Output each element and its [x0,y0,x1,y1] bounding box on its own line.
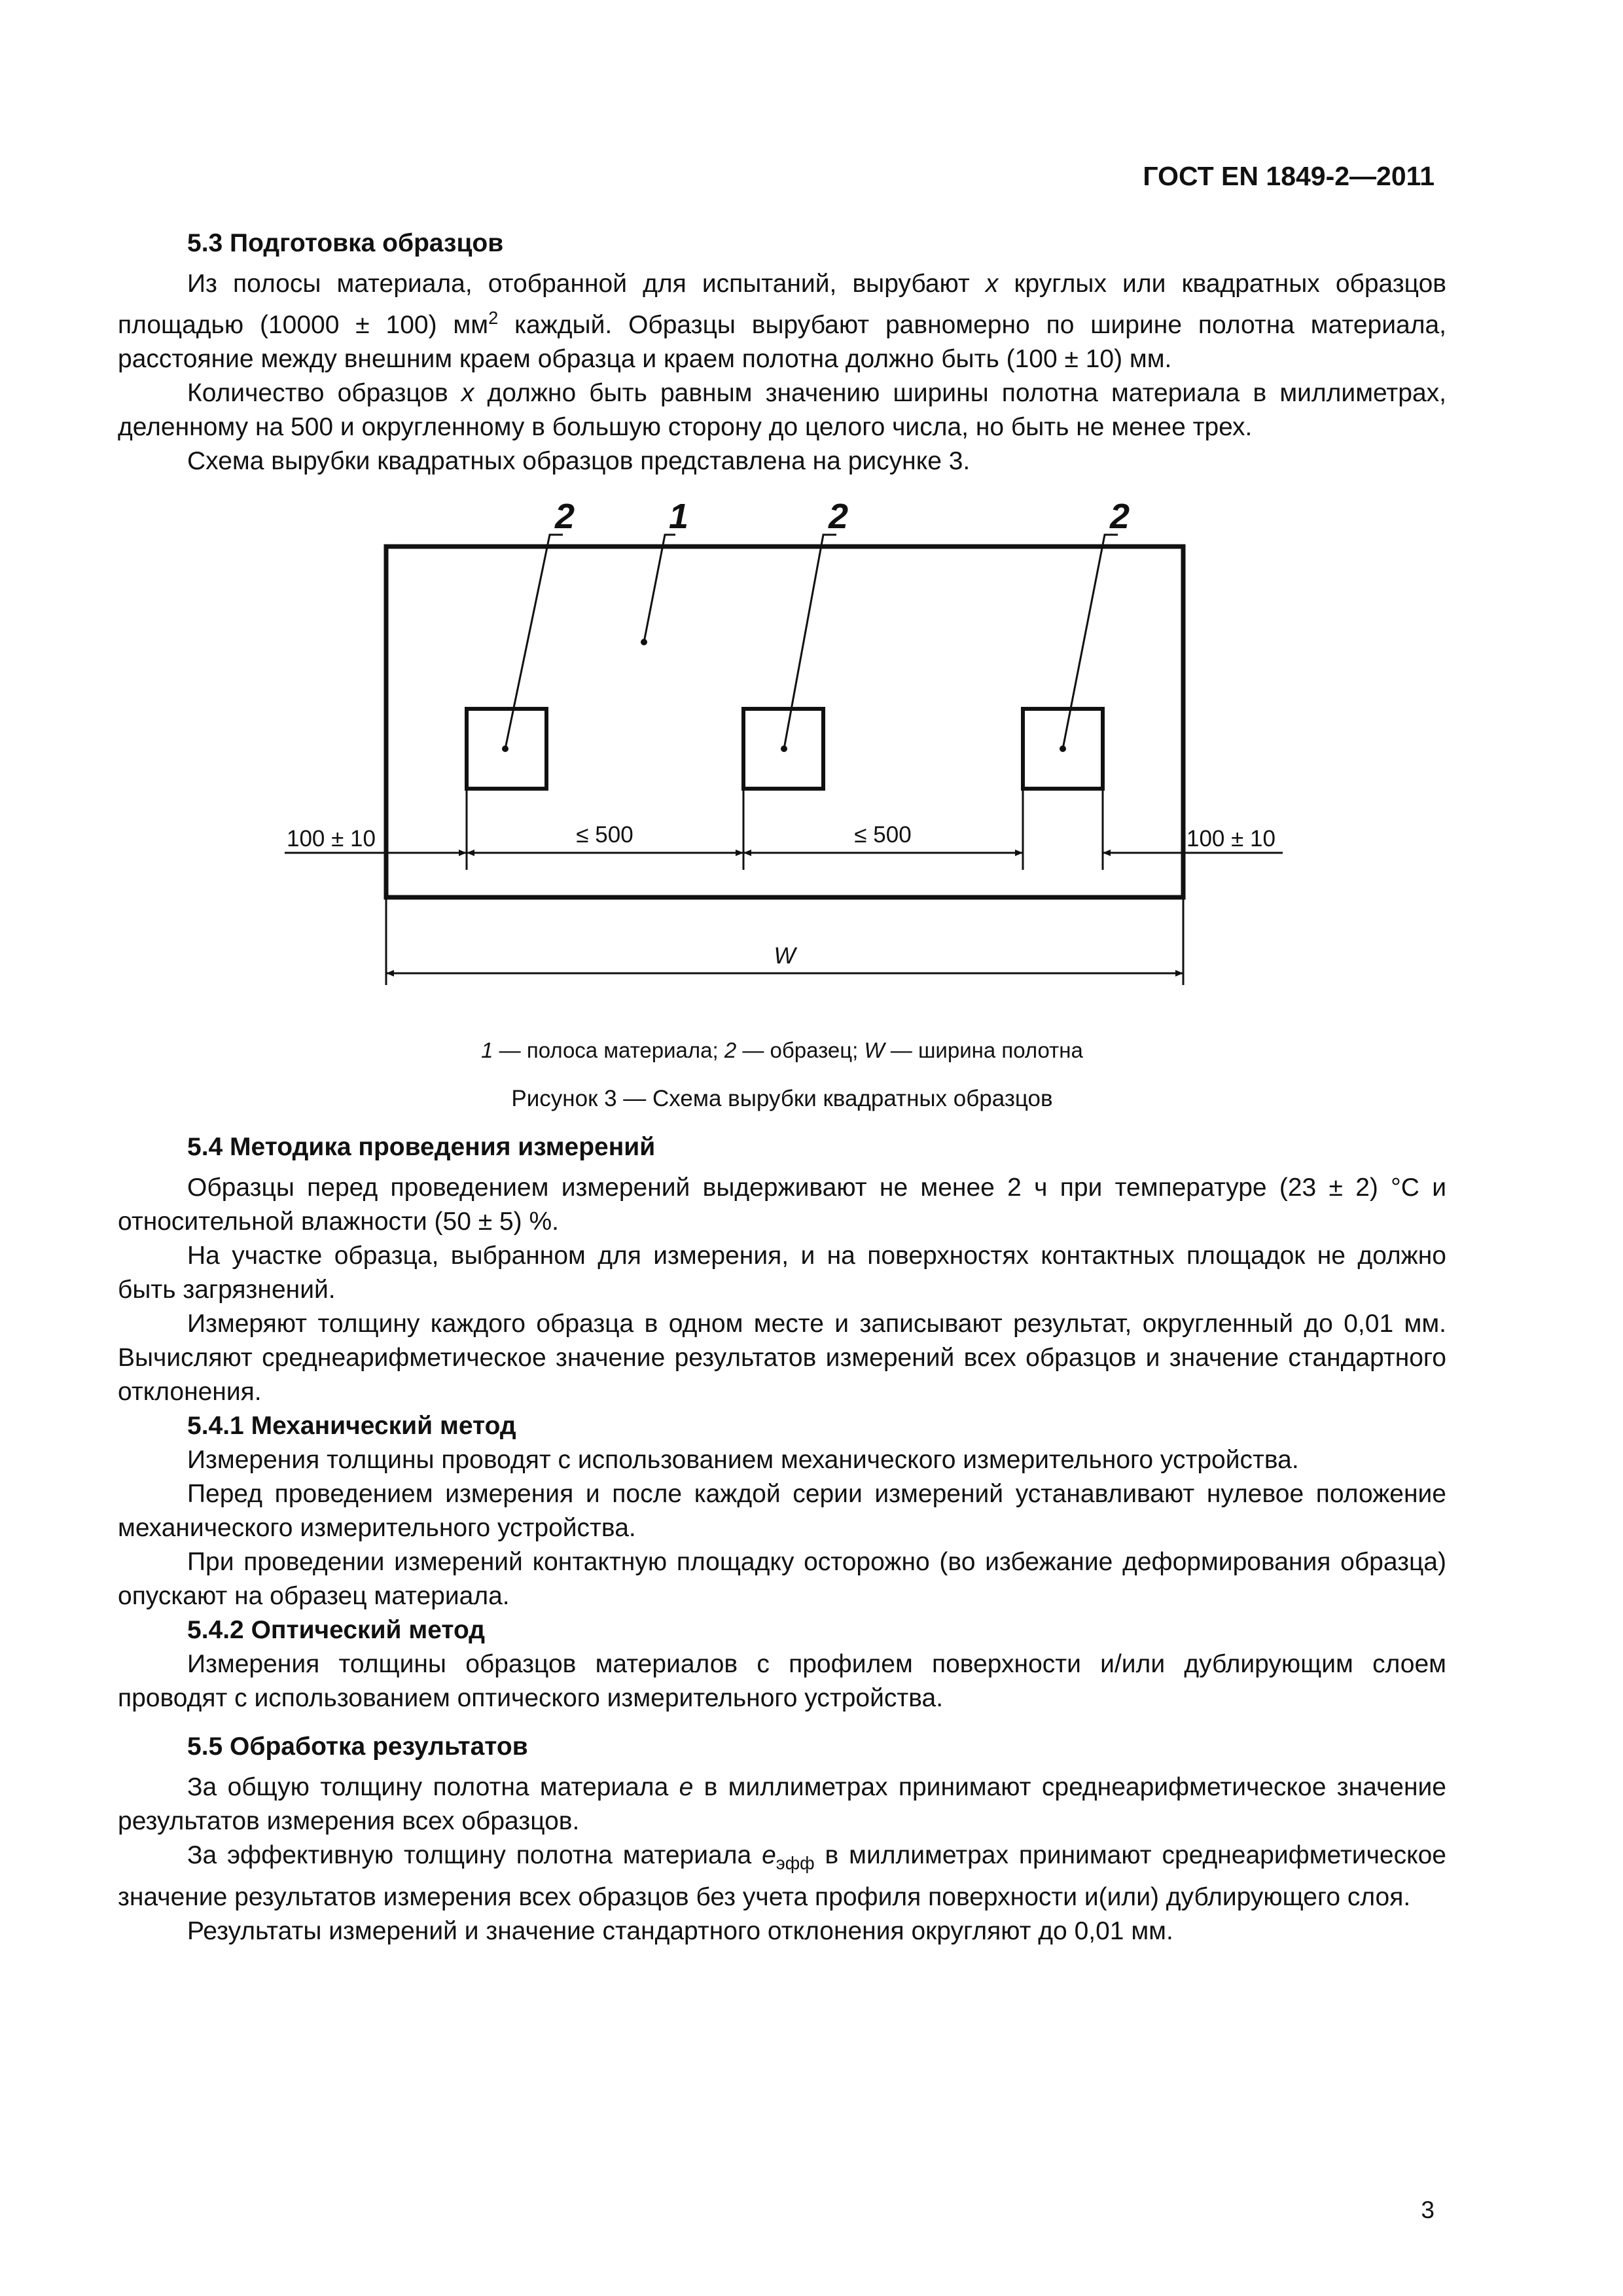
section-5-4-1-paragraph-3: При проведении измерений контактную площадку осторожно (во избежание деформирования образца) опускают на образец материала. [118,1548,1446,1610]
section-5-3-paragraph-2: Количество образцов x должно быть равным значению ширины полотна материала в миллиметрах, деленному на 500 и округленному в большую сторону до целого числа, но быть не менее трех. [118,379,1446,441]
callout-sample-1: 2 [555,497,575,536]
material-strip [386,547,1183,897]
figure-caption: Рисунок 3 — Схема вырубки квадратных образцов [511,1086,1053,1111]
dim-label-left: 100 ± 10 [287,826,376,852]
dim-label-width: W [774,943,796,969]
callout-leaders [505,535,1118,749]
callout-sample-3: 2 [1110,497,1130,536]
section-5-4-paragraph-2: На участке образца, выбранном для измерения, и на поверхностях контактных площадок не должно быть загрязнений. [118,1242,1446,1304]
figure-3 [118,488,1446,1116]
section-5-4-1-paragraph-2: Перед проведением измерения и после каждой серии измерений устанавливают нулевое положение механического измерительного устройства. [118,1480,1446,1542]
callout-numbers [554,497,1130,536]
callout-strip: 1 [669,497,689,536]
document-header: ГОСТ EN 1849-2—2011 [1143,161,1435,191]
cutting-scheme-diagram [118,488,1446,1024]
section-5-4-paragraph-3: Измеряют толщину каждого образца в одном месте и записывают результат, округленный до 0,01 мм. Вычисляют среднеарифметическое значение результатов измерений всех образцов и значение стандартного отклонения. [118,1310,1446,1406]
section-5-3-paragraph-3: Схема вырубки квадратных образцов представлена на рисунке 3. [187,447,971,475]
dim-label-right: 100 ± 10 [1186,826,1275,852]
page-number: 3 [1421,2197,1435,2223]
figure-legend: 1 — полоса материала; 2 — образец; W — ширина полотна [481,1038,1083,1062]
section-5-4-paragraph-1: Образцы перед проведением измерений выдерживают не менее 2 ч при температуре (23 ± 2) °С и относительной влажности (50 ± 5) %. [118,1174,1446,1236]
section-5-5-paragraph-3: Результаты измерений и значение стандартного отклонения округляют до 0,01 мм. [187,1916,1173,1945]
section-5-3-paragraph-1: Из полосы материала, отобранной для испытаний, вырубают x круглых или квадратных образцов площадью (10000 ± 100) $мм^2$ каждый. Образцы вырубают равномерно по ширине полотна материала, расстояние между внешним краем образца и краем полотна должно быть (100 ± 10) мм. [118,270,1446,373]
callout-sample-2: 2 [829,497,849,536]
section-5-3-title: 5.3 Подготовка образцов [187,229,504,257]
section-5-4-2-title: 5.4.2 Оптический метод [187,1616,486,1644]
callout-dots [502,639,1066,752]
document-body [118,226,1446,1948]
section-5-4-2-paragraph-1: Измерения толщины образцов материалов с профилем поверхности и/или дублирующим слоем проводят с использованием оптического измерительного устройства. [118,1650,1446,1712]
section-5-4-1-paragraph-1: Измерения толщины проводят с использованием механического измерительного устройства. [187,1446,1299,1474]
section-5-4-1-title: 5.4.1 Механический метод [187,1412,516,1440]
section-5-5-paragraph-2: За эффективную толщину полотна материала $e_{эфф}$ в миллиметрах принимают среднеарифметическое значение результатов измерения всех образцов без учета профиля поверхности и(или) дублирующего слоя. [118,1841,1446,1911]
section-5-4-title: 5.4 Методика проведения измерений [187,1133,656,1161]
section-5-5-paragraph-1: За общую толщину полотна материала e в миллиметрах принимают среднеарифметическое значение результатов измерения всех образцов. [118,1773,1446,1835]
section-5-5-title: 5.5 Обработка результатов [187,1732,528,1761]
dim-label-mid-1: ≤ 500 [576,822,633,848]
dim-label-mid-2: ≤ 500 [854,822,912,848]
